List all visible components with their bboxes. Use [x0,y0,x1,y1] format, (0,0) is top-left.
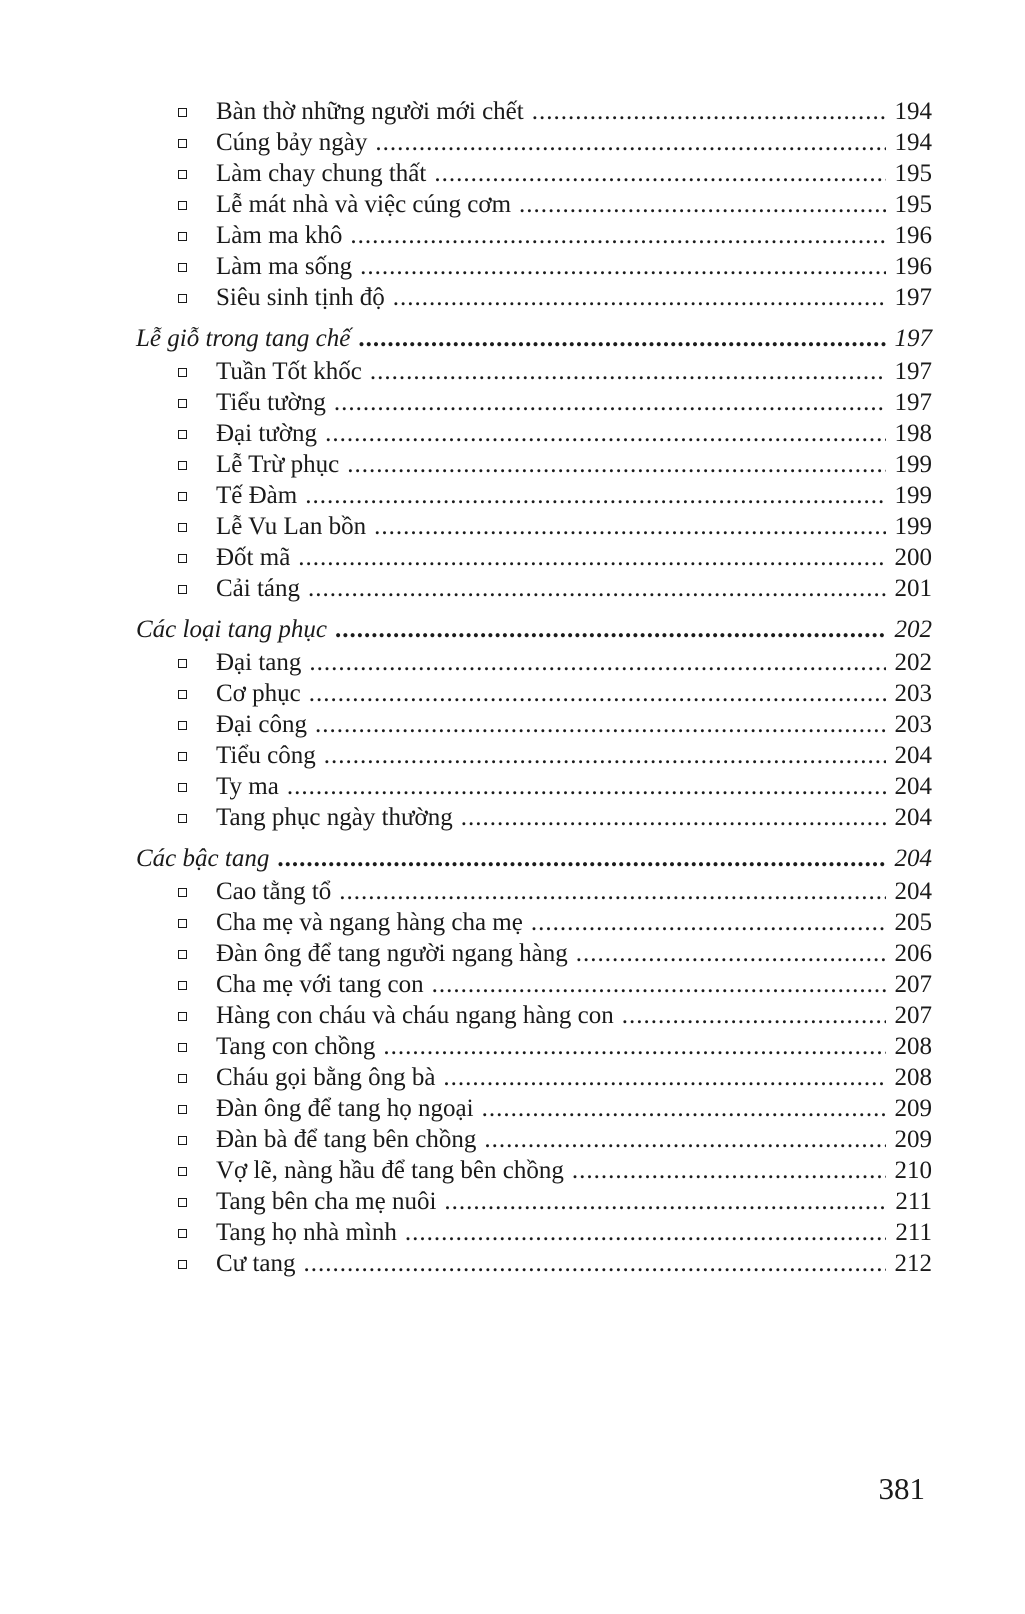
square-bullet-icon [178,1074,187,1083]
toc-line [136,323,932,354]
square-bullet-icon [178,201,187,210]
toc-entry-page: 204 [894,878,932,905]
dot-leader [622,1000,886,1031]
dot-leader [393,282,886,313]
dot-leader [482,1093,886,1124]
toc-entry-title: Cư tang [216,1250,296,1277]
square-bullet-icon [178,1012,187,1021]
toc-entry [0,1217,1025,1248]
toc-entry-page: 204 [894,742,932,769]
dot-leader [298,542,886,573]
square-bullet-icon [178,1136,187,1145]
dot-leader [484,1124,886,1155]
toc-line [216,480,932,511]
toc-entry-title: Đại tang [216,649,302,676]
toc-entry-title: Tang họ nhà mình [216,1219,397,1246]
toc-entry [0,158,1025,189]
square-bullet-icon [178,461,187,470]
toc-entry-page: 199 [894,451,932,478]
toc-entry-title: Đại tường [216,420,318,447]
toc-entry-page: 203 [894,680,932,707]
toc-entry [0,1031,1025,1062]
toc-entry [0,1093,1025,1124]
dot-leader [277,843,886,874]
toc-line [216,387,932,418]
toc-entry [0,573,1025,604]
square-bullet-icon [178,399,187,408]
toc-entry [0,418,1025,449]
toc-line [216,573,932,604]
toc-entry [0,969,1025,1000]
toc-line [216,282,932,313]
toc-entry [0,907,1025,938]
dot-leader [315,709,886,740]
square-bullet-icon [178,554,187,563]
toc-entry-page: 196 [894,222,932,249]
toc-entry-title: Bàn thờ những người mới chết [216,98,524,125]
dot-leader [576,938,886,969]
toc-entry-page: 195 [894,160,932,187]
toc-entry [0,251,1025,282]
toc-entry [0,1155,1025,1186]
toc-entry [0,1062,1025,1093]
square-bullet-icon [178,585,187,594]
toc-entry-page: 198 [894,420,932,447]
toc-entry-title: Cơ phục [216,680,301,707]
dot-leader [434,158,886,189]
toc-entry-title: Làm ma khô [216,222,343,249]
toc-line [216,449,932,480]
toc-entry-page: 194 [894,129,932,156]
toc-line [216,158,932,189]
toc-entry-title: Cúng bảy ngày [216,129,368,156]
toc-entry-page: 195 [894,191,932,218]
toc-entry-title: Lễ Vu Lan bồn [216,513,367,540]
toc-entry-page: 209 [894,1095,932,1122]
toc-entry-page: 197 [894,284,932,311]
toc-line [216,771,932,802]
toc-entry-page: 202 [894,616,932,643]
toc-entry-title: Tiểu tường [216,389,326,416]
toc-line [136,614,932,645]
toc-entry [0,876,1025,907]
toc-line [216,356,932,387]
toc-entry [0,1186,1025,1217]
dot-leader [370,356,886,387]
toc-entry-page: 204 [894,804,932,831]
toc-entry [0,356,1025,387]
dot-leader [334,387,886,418]
toc-entry [0,189,1025,220]
toc-entry-page: 207 [894,971,932,998]
toc-entry-page: 206 [894,940,932,967]
toc-entry [0,282,1025,313]
dot-leader [519,189,886,220]
toc-entry [0,480,1025,511]
toc-entry-page: 197 [894,389,932,416]
toc-line [216,1217,932,1248]
toc-entry-page: 205 [894,909,932,936]
toc-line [216,1248,932,1279]
dot-leader [287,771,886,802]
toc-entry-page: 197 [894,325,932,352]
toc-line [216,189,932,220]
toc-entry-page: 211 [895,1188,932,1215]
toc-entry-page: 210 [894,1157,932,1184]
toc-line [216,1124,932,1155]
dot-leader [304,1248,886,1279]
toc-entry-page: 204 [894,845,932,872]
toc-line [216,938,932,969]
toc-entry-title: Đại công [216,711,307,738]
toc-line [216,1062,932,1093]
toc-line [216,1000,932,1031]
toc-entry-title: Tang bên cha mẹ nuôi [216,1188,437,1215]
toc-line [216,127,932,158]
toc-entry [0,802,1025,833]
square-bullet-icon [178,752,187,761]
dot-leader [572,1155,886,1186]
square-bullet-icon [178,368,187,377]
toc-entry-title: Làm chay chung thất [216,160,427,187]
toc-entry [0,1248,1025,1279]
square-bullet-icon [178,1043,187,1052]
square-bullet-icon [178,492,187,501]
toc-entry-page: 199 [894,482,932,509]
toc-section-heading [0,614,1025,645]
toc-entry [0,938,1025,969]
toc-entry-page: 200 [894,544,932,571]
toc-entry [0,449,1025,480]
toc-entry-title: Đốt mã [216,544,291,571]
toc-line [216,96,932,127]
toc-entry [0,127,1025,158]
square-bullet-icon [178,721,187,730]
toc-line [216,220,932,251]
toc-entry [0,1124,1025,1155]
square-bullet-icon [178,1105,187,1114]
square-bullet-icon [178,690,187,699]
toc-entry-title: Cha mẹ và ngang hàng cha mẹ [216,909,523,936]
toc-entry-title: Tiểu công [216,742,316,769]
dot-leader [309,647,886,678]
square-bullet-icon [178,919,187,928]
dot-leader [324,740,886,771]
dot-leader [350,220,886,251]
dot-leader [339,876,886,907]
toc-entry [0,96,1025,127]
toc-line [216,1093,932,1124]
toc-line [216,969,932,1000]
toc-entry-page: 199 [894,513,932,540]
toc-line [216,802,932,833]
square-bullet-icon [178,430,187,439]
toc-line [216,876,932,907]
square-bullet-icon [178,888,187,897]
dot-leader [531,907,886,938]
dot-leader [374,511,886,542]
toc-line [216,1031,932,1062]
toc-entry-page: 203 [894,711,932,738]
toc-entry-title: Ty ma [216,773,279,800]
toc-line [216,907,932,938]
toc-entry [0,647,1025,678]
toc-line [216,251,932,282]
toc-entry [0,771,1025,802]
toc-entry-title: Lễ giỗ trong tang chế [136,325,351,352]
dot-leader [360,251,886,282]
toc-line [216,709,932,740]
toc-entry-title: Siêu sinh tịnh độ [216,284,385,311]
toc-line [136,843,932,874]
toc-entry-page: 204 [894,773,932,800]
toc-entry-page: 209 [894,1126,932,1153]
square-bullet-icon [178,814,187,823]
toc-entry-page: 201 [894,575,932,602]
square-bullet-icon [178,263,187,272]
square-bullet-icon [178,1229,187,1238]
dot-leader [358,323,886,354]
toc-entry [0,709,1025,740]
toc-entry-page: 211 [895,1219,932,1246]
toc-entry-title: Các bậc tang [136,845,270,872]
toc-entry-page: 196 [894,253,932,280]
toc-entry [0,740,1025,771]
toc-entry-title: Hàng con cháu và cháu ngang hàng con [216,1002,614,1029]
toc-entry-title: Đàn bà để tang bên chồng [216,1126,477,1153]
toc-entry-title: Cháu gọi bằng ông bà [216,1064,436,1091]
toc-entry-page: 208 [894,1033,932,1060]
toc-section-heading [0,843,1025,874]
toc-entry [0,678,1025,709]
toc-entry-title: Cha mẹ với tang con [216,971,424,998]
square-bullet-icon [178,294,187,303]
square-bullet-icon [178,1167,187,1176]
toc-entry-title: Tuần Tốt khốc [216,358,362,385]
toc-entry-page: 202 [894,649,932,676]
square-bullet-icon [178,783,187,792]
square-bullet-icon [178,659,187,668]
toc-line [216,511,932,542]
toc-line [216,647,932,678]
square-bullet-icon [178,139,187,148]
toc-entry-title: Các loại tang phục [136,616,327,643]
toc-entry-title: Tế Đàm [216,482,298,509]
square-bullet-icon [178,232,187,241]
toc-entry-title: Làm ma sống [216,253,353,280]
square-bullet-icon [178,1260,187,1269]
dot-leader [444,1186,886,1217]
toc-entry-title: Tang phục ngày thường [216,804,453,831]
toc-line [216,542,932,573]
dot-leader [308,573,886,604]
toc-entry-title: Cải táng [216,575,301,602]
dot-leader [383,1031,886,1062]
square-bullet-icon [178,170,187,179]
toc-line [216,1155,932,1186]
toc-entry [0,542,1025,573]
toc-entry-page: 197 [894,358,932,385]
dot-leader [532,96,886,127]
dot-leader [432,969,886,1000]
toc-entry-title: Vợ lẽ, nàng hầu để tang bên chồng [216,1157,564,1184]
dot-leader [347,449,886,480]
toc-entry-title: Đàn ông để tang người ngang hàng [216,940,568,967]
square-bullet-icon [178,950,187,959]
toc-entry-title: Tang con chồng [216,1033,376,1060]
toc-entry-title: Lễ mát nhà và việc cúng cơm [216,191,512,218]
dot-leader [335,614,886,645]
toc-entry [0,387,1025,418]
toc-entry-title: Đàn ông để tang họ ngoại [216,1095,474,1122]
toc-entry-page: 207 [894,1002,932,1029]
toc-entry-title: Cao tằng tổ [216,878,332,905]
toc-line [216,418,932,449]
square-bullet-icon [178,1198,187,1207]
toc-entry-page: 194 [894,98,932,125]
toc-entry [0,1000,1025,1031]
dot-leader [309,678,886,709]
dot-leader [375,127,886,158]
dot-leader [461,802,886,833]
page-number: 381 [878,1471,925,1506]
toc-entry-page: 208 [894,1064,932,1091]
toc-line [216,740,932,771]
toc-entry [0,220,1025,251]
square-bullet-icon [178,108,187,117]
dot-leader [325,418,886,449]
dot-leader [405,1217,886,1248]
square-bullet-icon [178,981,187,990]
square-bullet-icon [178,523,187,532]
toc-entry [0,511,1025,542]
toc-section-heading [0,323,1025,354]
dot-leader [443,1062,886,1093]
toc-entry-page: 212 [894,1250,932,1277]
toc-line [216,1186,932,1217]
dot-leader [305,480,886,511]
toc-line [216,678,932,709]
toc-entry-title: Lễ Trừ phục [216,451,340,478]
